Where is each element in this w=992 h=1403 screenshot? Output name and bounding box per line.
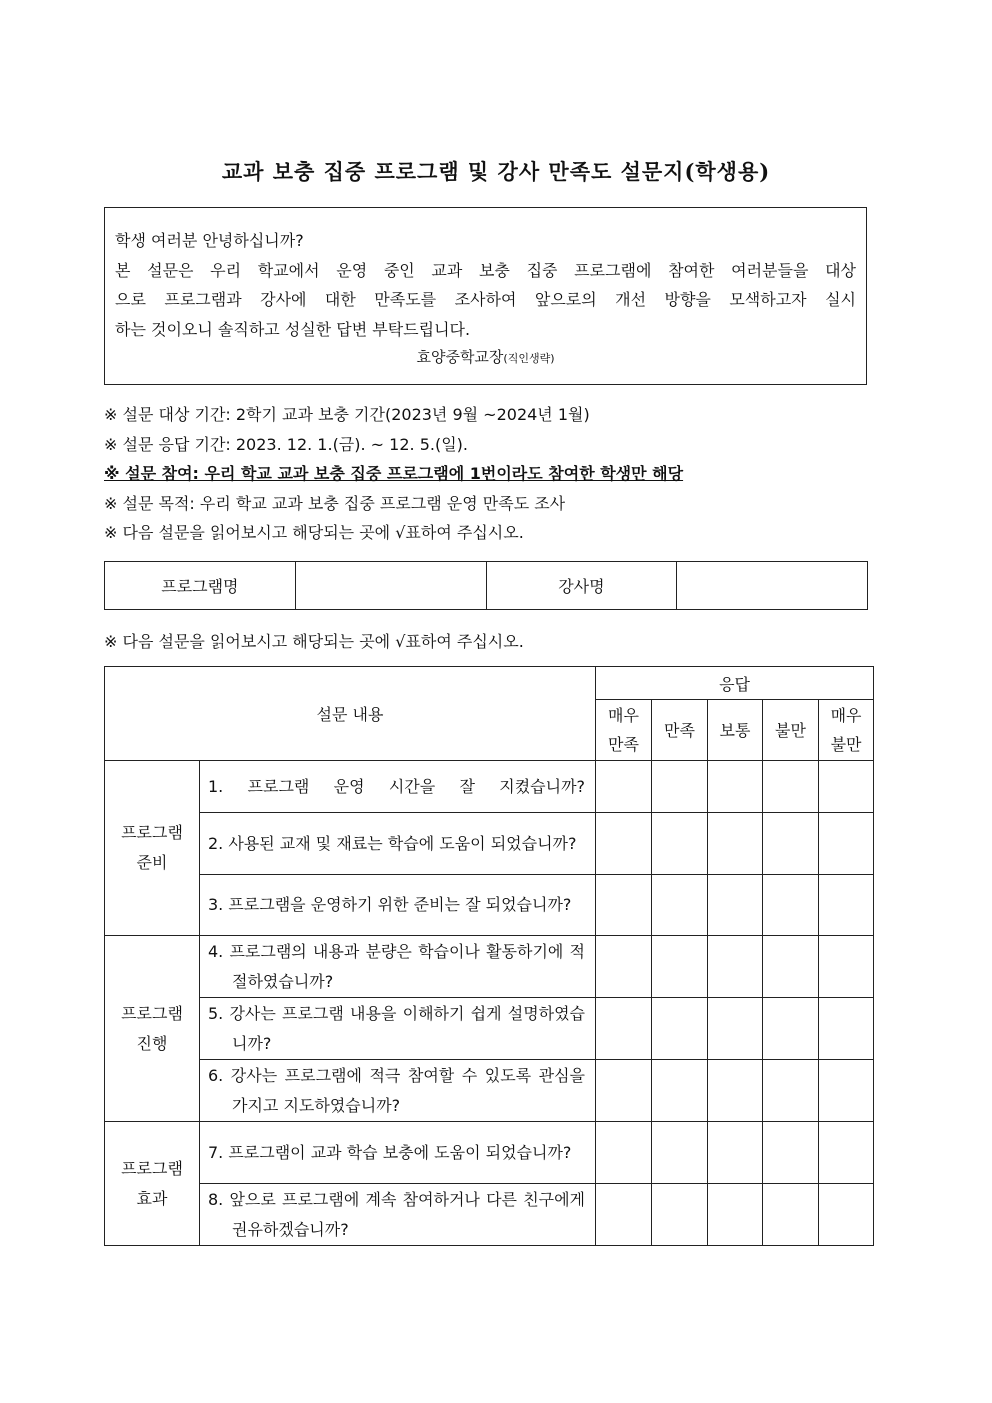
answer-cell[interactable] <box>596 1184 652 1246</box>
answer-cell[interactable] <box>652 1060 708 1122</box>
answer-cell[interactable] <box>763 1060 819 1122</box>
answer-cell[interactable] <box>819 936 874 998</box>
signature <box>115 344 856 372</box>
answer-cell[interactable] <box>819 1122 874 1184</box>
answer-cell[interactable] <box>763 875 819 936</box>
answer-cell[interactable] <box>652 1122 708 1184</box>
answer-cell[interactable] <box>708 1122 763 1184</box>
document-title: 교과 보충 집중 프로그램 및 강사 만족도 설문지(학생용) <box>221 159 771 184</box>
answer-cell[interactable] <box>596 813 652 875</box>
survey-response-header: 응답 <box>596 667 874 700</box>
answer-cell[interactable] <box>763 761 819 813</box>
option-neutral-header: 보통 <box>708 700 763 761</box>
answer-cell[interactable] <box>819 998 874 1060</box>
answer-cell[interactable] <box>652 875 708 936</box>
answer-cell[interactable] <box>652 813 708 875</box>
answer-cell[interactable] <box>652 936 708 998</box>
answer-cell[interactable] <box>596 1122 652 1184</box>
question-2: 2. 사용된 교재 및 재료는 학습에 도움이 되었습니까? <box>200 813 596 875</box>
notes-list <box>104 400 683 548</box>
answer-cell[interactable] <box>708 761 763 813</box>
signature-name: 효양중학교장 <box>416 348 504 366</box>
note-item: ※ 설문 대상 기간: 2학기 교과 보충 기간(2023년 9월 ~2024년 1월) <box>104 405 590 424</box>
answer-cell[interactable] <box>819 1184 874 1246</box>
option-satisfied-header: 만족 <box>652 700 708 761</box>
question-6: 6. 강사는 프로그램에 적극 참여할 수 있도록 관심을 가지고 지도하였습니까? <box>200 1060 596 1122</box>
answer-cell[interactable] <box>596 875 652 936</box>
program-info-table <box>104 561 868 610</box>
answer-cell[interactable] <box>708 813 763 875</box>
answer-cell[interactable] <box>763 1122 819 1184</box>
program-name-label: 프로그램명 <box>105 562 296 610</box>
answer-cell[interactable] <box>596 998 652 1060</box>
answer-cell[interactable] <box>819 1060 874 1122</box>
answer-cell[interactable] <box>763 936 819 998</box>
option-very-dissatisfied-header: 매우 불만 <box>819 700 874 761</box>
program-name-field[interactable] <box>295 562 486 610</box>
note-item: ※ 다음 설문을 읽어보시고 해당되는 곳에 √표하여 주십시오. <box>104 523 524 542</box>
answer-cell[interactable] <box>652 1184 708 1246</box>
survey-content-header: 설문 내용 <box>105 667 596 761</box>
category-preparation: 프로그램 준비 <box>105 761 200 936</box>
intro-greeting: 학생 여러분 안녕하십니까? <box>115 231 304 250</box>
answer-cell[interactable] <box>819 875 874 936</box>
answer-cell[interactable] <box>763 998 819 1060</box>
answer-cell[interactable] <box>763 813 819 875</box>
question-4: 4. 프로그램의 내용과 분량은 학습이나 활동하기에 적절하였습니까? <box>200 936 596 998</box>
category-progress: 프로그램 진행 <box>105 936 200 1122</box>
answer-cell[interactable] <box>708 936 763 998</box>
intro-body-line: 하는 것이오니 솔직하고 성실한 답변 부탁드립니다. <box>115 319 471 339</box>
answer-cell[interactable] <box>708 1184 763 1246</box>
intro-body-line: 으로 프로그램과 강사에 대한 만족도를 조사하여 앞으로의 개선 방향을 모색하고자 실시 <box>115 290 856 309</box>
answer-cell[interactable] <box>708 875 763 936</box>
note-item-emphasis: ※ 설문 참여: 우리 학교 교과 보충 집중 프로그램에 1번이라도 참여한 학생만 해당 <box>104 464 684 483</box>
option-dissatisfied-header: 불만 <box>763 700 819 761</box>
answer-cell[interactable] <box>819 813 874 875</box>
survey-table <box>104 666 874 1246</box>
question-5: 5. 강사는 프로그램 내용을 이해하기 쉽게 설명하였습니까? <box>200 998 596 1060</box>
instructor-name-label: 강사명 <box>486 562 677 610</box>
question-7: 7. 프로그램이 교과 학습 보충에 도움이 되었습니까? <box>200 1122 596 1184</box>
answer-cell[interactable] <box>596 1060 652 1122</box>
answer-cell[interactable] <box>708 998 763 1060</box>
answer-cell[interactable] <box>708 1060 763 1122</box>
answer-cell[interactable] <box>652 998 708 1060</box>
question-1: 1. 프로그램 운영 시간을 잘 지켰습니까? <box>200 761 596 813</box>
answer-cell[interactable] <box>763 1184 819 1246</box>
signature-note: (직인생략) <box>503 352 555 365</box>
note-item: ※ 설문 목적: 우리 학교 교과 보충 집중 프로그램 운영 만족도 조사 <box>104 493 566 513</box>
survey-instruction: ※ 다음 설문을 읽어보시고 해당되는 곳에 √표하여 주십시오. <box>104 632 524 651</box>
answer-cell[interactable] <box>819 761 874 813</box>
answer-cell[interactable] <box>596 936 652 998</box>
question-3: 3. 프로그램을 운영하기 위한 준비는 잘 되었습니까? <box>200 875 596 936</box>
intro-box <box>104 207 867 385</box>
note-item: ※ 설문 응답 기간: 2023. 12. 1.(금). ~ 12. 5.(일). <box>104 434 468 454</box>
instructor-name-field[interactable] <box>677 562 868 610</box>
question-8: 8. 앞으로 프로그램에 계속 참여하거나 다른 친구에게 권유하겠습니까? <box>200 1184 596 1246</box>
option-very-satisfied-header: 매우 만족 <box>596 700 652 761</box>
intro-body-line: 본 설문은 우리 학교에서 운영 중인 교과 보충 집중 프로그램에 참여한 여러분들을 대상 <box>115 260 856 280</box>
answer-cell[interactable] <box>596 761 652 813</box>
category-effect: 프로그램 효과 <box>105 1122 200 1246</box>
answer-cell[interactable] <box>652 761 708 813</box>
